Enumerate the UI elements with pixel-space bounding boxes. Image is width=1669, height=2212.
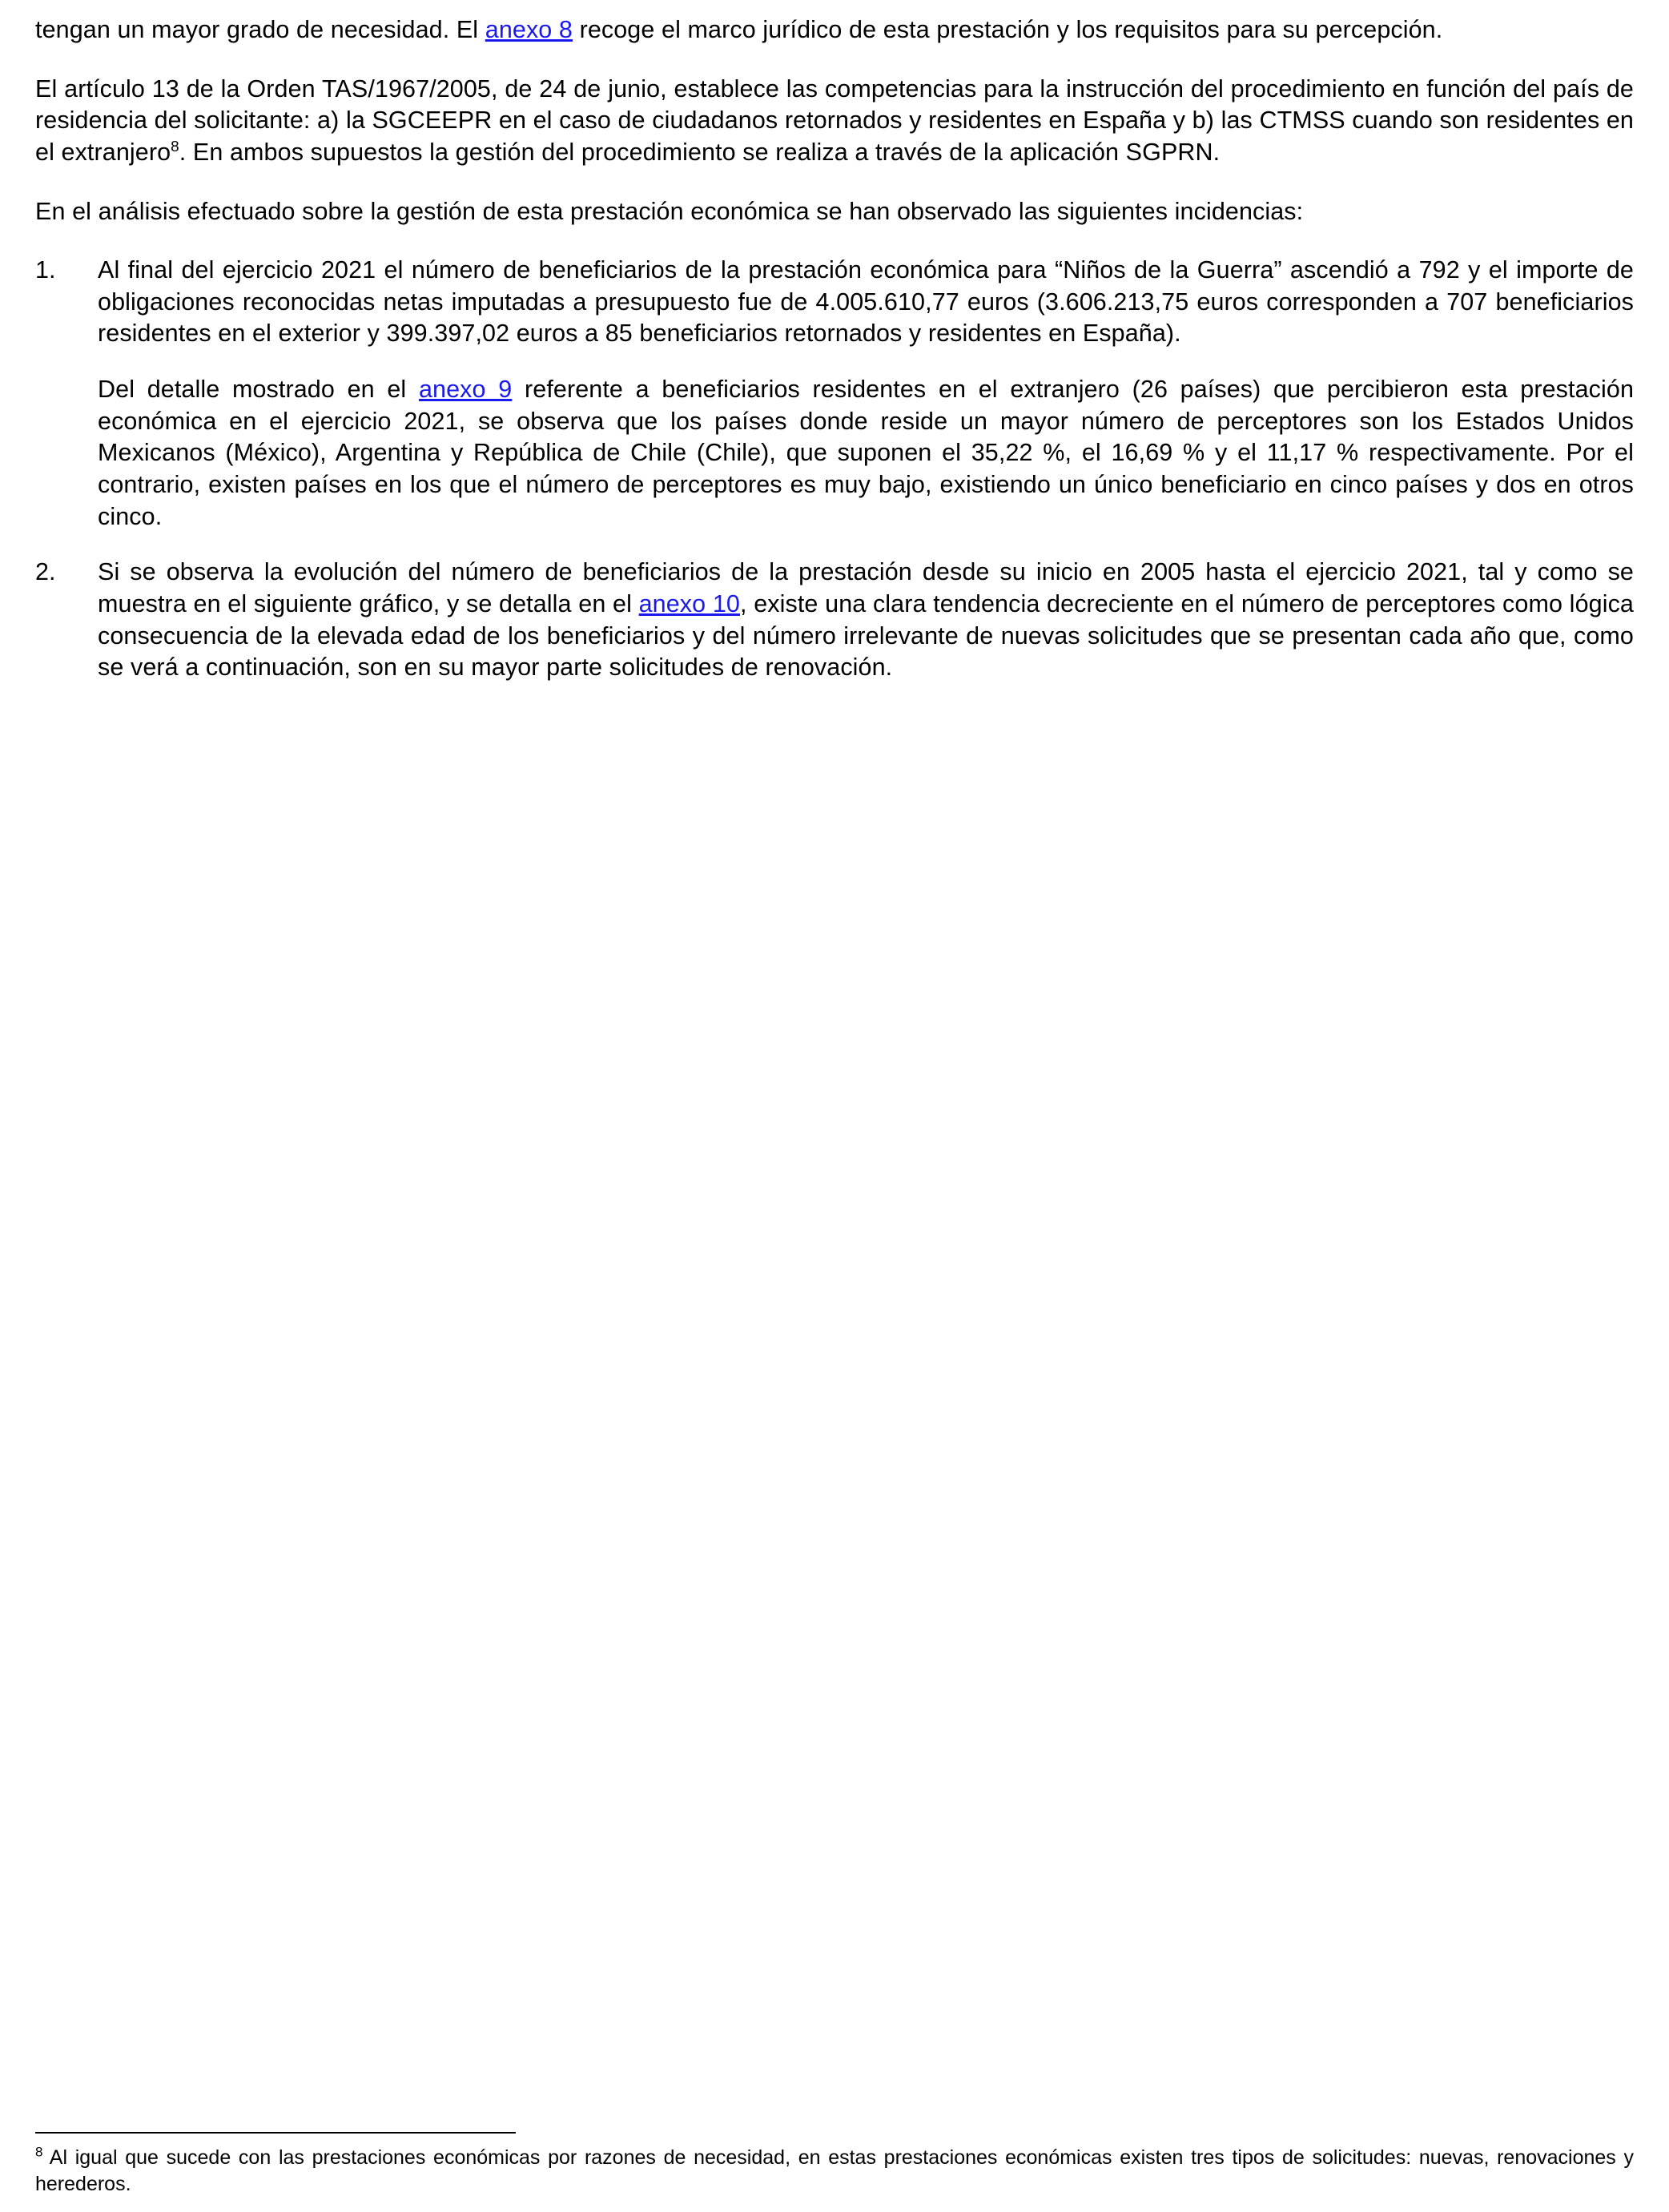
list-item-2-p1-before-link: Si se observa la evolución del número de beneficiarios de la prestación desde su inicio en 2005 hasta el ejercicio 2021, tal y como se muestra en el siguiente gráfico, y se detalla en el [98, 558, 1634, 617]
link-anexo-8[interactable]: anexo 8 [485, 16, 573, 43]
footnote-reference-8[interactable]: 8 [171, 138, 179, 155]
list-item-1-paragraph-1: Al final del ejercicio 2021 el número de beneficiarios de la prestación económica para “Niños de la Guerra” ascendió a 792 y el importe de obligaciones reconocidas netas imputadas a presupuesto fue de 4.005.610,77 euros (3.606.213,75 euros corresponden a 707 beneficiarios residentes en el exterior y 399.397,02 euros a 85 beneficiarios retornados y residentes en España). [98, 256, 1634, 348]
footnote-8-marker: 8 [35, 2144, 43, 2160]
paragraph-intro-text-after-link: recoge el marco jurídico de esta prestación y los requisitos para su percepción. [573, 16, 1443, 43]
paragraph-intro-text-before-link: tengan un mayor grado de necesidad. El [35, 16, 485, 43]
footnote-area [35, 2132, 1634, 2198]
list-item-2-p1-after-link: , existe una clara tendencia decreciente en el número de perceptores como lógica consecuencia de la elevada edad de los beneficiarios y del número irrelevante de nuevas solicitudes que se presentan cada año que, como se verá a continuación, son en su mayor parte solicitudes de renovación. [98, 589, 1634, 682]
blank-space [35, 708, 1634, 1156]
list-item-2-paragraph-1 [98, 557, 1634, 684]
paragraph-articulo-13-text: El artículo 13 de la Orden TAS/1967/2005, de 24 de junio, establece las competencias para la instrucción del procedimiento en función del país de residencia del solicitante: a) la SGCEEPR en el caso de ciudadanos retornados y residentes en España y b) las CTMSS cuando son residentes en el extranjero [35, 74, 1634, 166]
list-item-2 [35, 557, 1634, 684]
incidencias-list [35, 255, 1634, 684]
list-item-1-p2-after-link: referente a beneficiarios residentes en el extranjero (26 países) que percibieron esta prestación económica en el ejercicio 2021, se observa que los países donde reside un mayor número de perceptores son los Estados Unidos Mexicanos (México), Argentina y República de Chile (Chile), que suponen el 35,22 %, el 16,69 % y el 11,17 % respectivamente. Por el contrario, existen países en los que el número de perceptores es muy bajo, existiendo un único beneficiario en cinco países y dos en otros cinco. [98, 376, 1635, 530]
paragraph-intro [35, 14, 1634, 46]
paragraph-articulo-13-text-cont: . En ambos supuestos la gestión del procedimiento se realiza a través de la aplicación SGPRN. [179, 138, 1221, 166]
paragraph-articulo-13 [35, 74, 1634, 169]
footnote-separator-rule [35, 2132, 516, 2134]
link-anexo-9[interactable]: anexo 9 [418, 376, 513, 404]
paragraph-analisis: En el análisis efectuado sobre la gestión de esta prestación económica se han observado las siguientes incidencias: [35, 197, 1304, 225]
list-item-1-p2-before-link: Del detalle mostrado en el [98, 376, 419, 404]
list-item-1 [35, 255, 1634, 533]
list-item-1-marker: 1. [35, 256, 56, 284]
footnote-8 [35, 2145, 1634, 2198]
list-item-2-marker: 2. [35, 558, 56, 586]
link-anexo-10[interactable]: anexo 10 [638, 589, 740, 617]
footnote-8-text: Al igual que sucede con las prestaciones económicas por razones de necesidad, en estas prestaciones económicas existen tres tipos de solicitudes: nuevas, renovaciones y herederos. [35, 2146, 1634, 2195]
list-item-1-paragraph-2 [98, 374, 1634, 533]
